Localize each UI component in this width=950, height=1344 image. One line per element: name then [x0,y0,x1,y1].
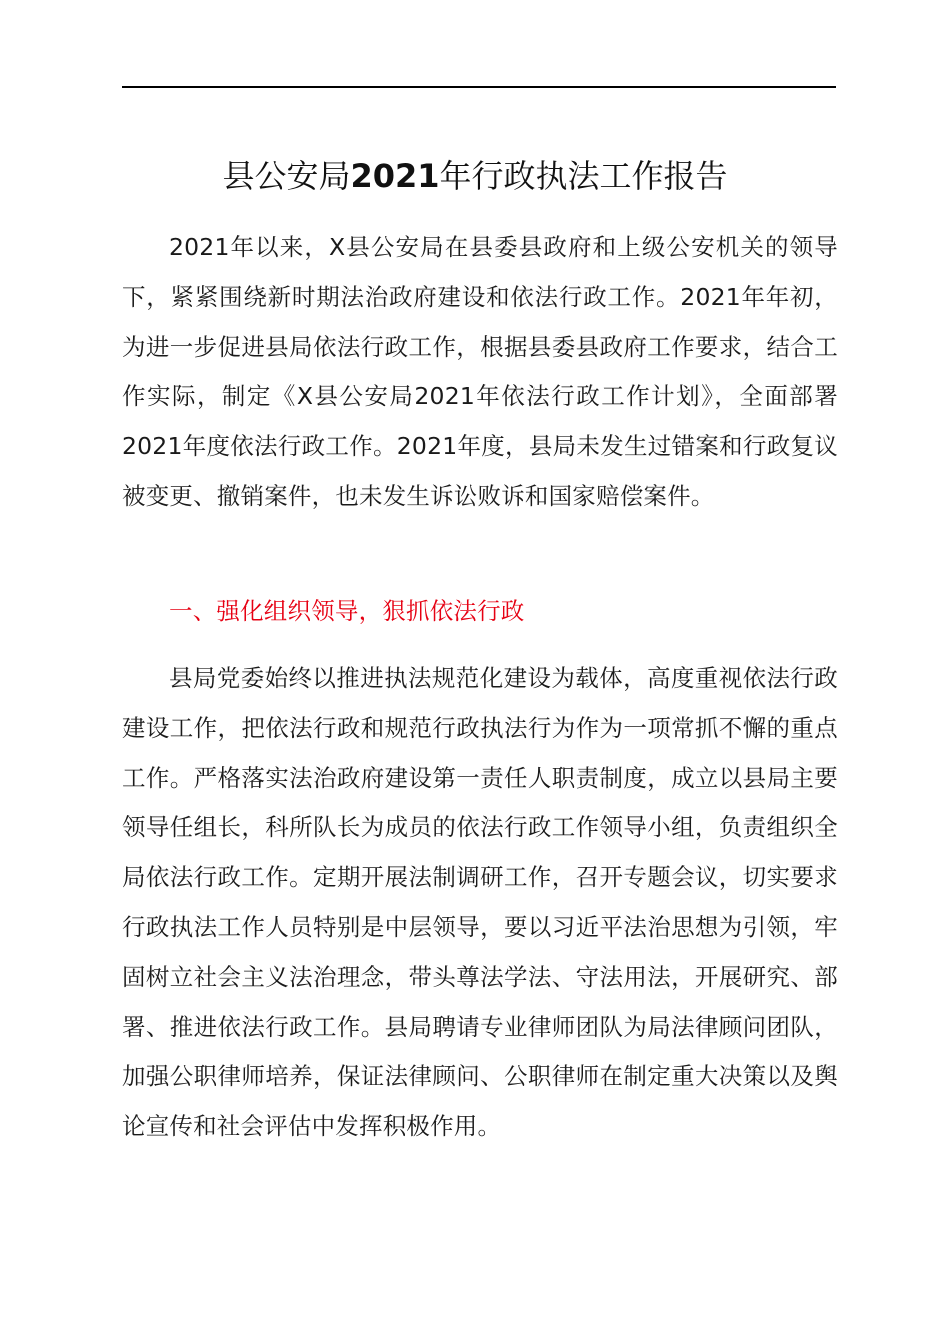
header-rule [122,86,836,88]
title-prefix: 县公安局 [222,157,351,195]
document-title [0,150,950,202]
title-suffix: 年行政执法工作报告 [439,157,728,195]
section-paragraph: 县局党委始终以推进执法规范化建设为载体，高度重视依法行政建设工作，把依法行政和规范行政执法行为作为一项常抓不懈的重点工作。严格落实法治政府建设第一责任人职责制度，成立以县局主要领导任组长，科所队长为成员的依法行政工作领导小组，负责组织全局依法行政工作。定期开展法制调研工作，召开专题会议，切实要求行政执法工作人员特别是中层领导，要以习近平法治思想为引领，牢固树立社会主义法治理念，带头尊法学法、守法用法，开展研究、部署、推进依法行政工作。县局聘请专业律师团队为局法律顾问团队，加强公职律师培养，保证法律顾问、公职律师在制定重大决策以及舆论宣传和社会评估中发挥积极作用。 [122,664,838,1141]
intro-paragraph: 2021年以来，X县公安局在县委县政府和上级公安机关的领导下，紧紧围绕新时期法治政府建设和依法行政工作。2021年年初，为进一步促进县局依法行政工作，根据县委县政府工作要求，结合工作实际，制定《X县公安局2021年依法行政工作计划》，全面部署2021年度依法行政工作。2021年度，县局未发生过错案和行政复议被变更、撤销案件，也未发生诉讼败诉和国家赔偿案件。 [122,233,838,510]
section-heading: 一、强化组织领导，狠抓依法行政 [169,597,525,625]
title-year: 2021 [350,157,440,195]
